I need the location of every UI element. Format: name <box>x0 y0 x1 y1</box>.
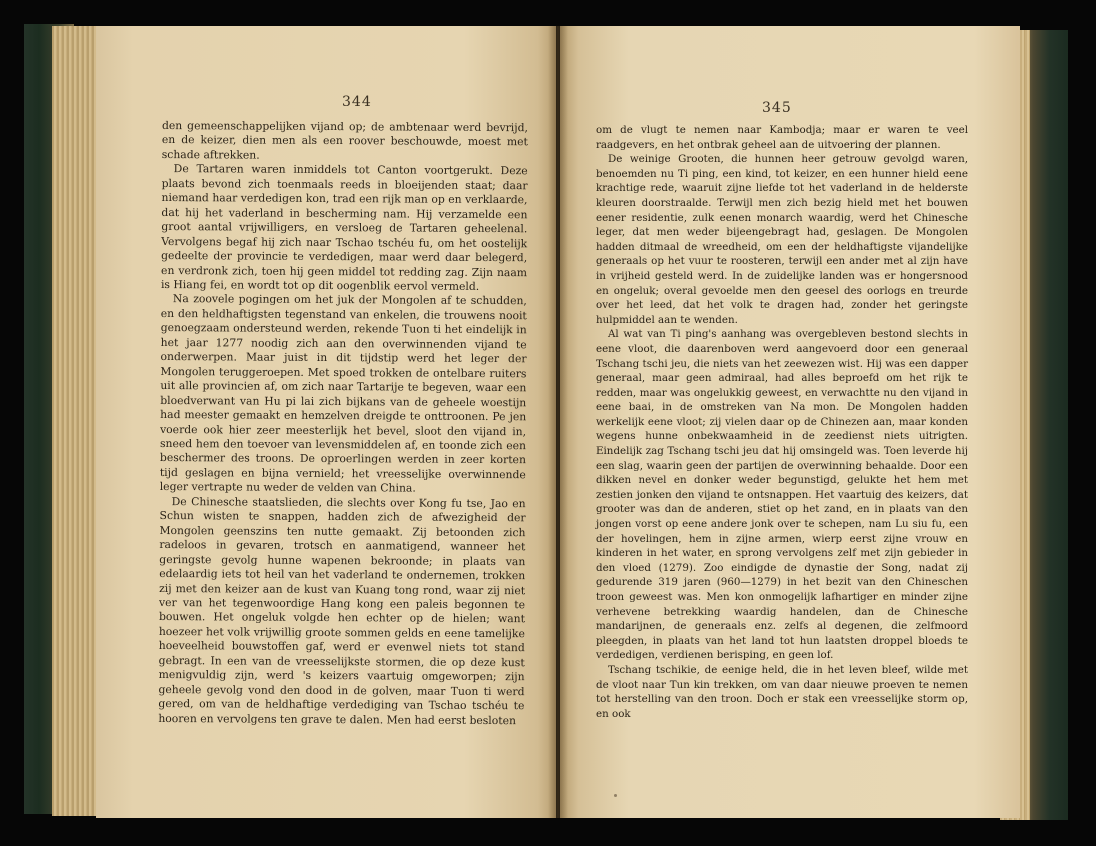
paragraph: Na zoovele pogingen om het juk der Mongolen af te schudden, en den heldhaftigsten tegenstand van enkelen, die trouwens nooit genoegzaam ondersteund werden, rekende Tuon ti het eindelijk in het jaar 1277 noodig zich aan den overwinnenden vijand te onderwerpen. Maar juist in dit tijdstip werd het leger der Mongolen teruggeroepen. Met spoed trokken de ontelbare ruiters uit alle provincien af, om zich naar Tartarije te begeven, waar een bloedverwant van Hu pi lai zich bijkans van de geheele woestijn had meester gemaakt en hemzelven dreigde te onttroonen. Pe jen voerde ook hier zeer meesterlijk het bevel, sloot den vijand in, sneed hem den toevoer van levensmiddelen af, en toonde zich een beschermer des troons. De oproerlingen werden in zeer korten tijd geslagen en bijna vernield; het vreesselijke overwinnende leger vertrapte nu weder de velden van China. <box>159 292 527 495</box>
page-number: 345 <box>762 100 792 116</box>
paragraph: den gemeenschappelijken vijand op; de ambtenaar werd bevrijd, en de keizer, dien men als een roover beschouwde, moest met schade aftrekken. <box>161 119 528 162</box>
left-page <box>96 26 556 818</box>
paragraph: De Tartaren waren inmiddels tot Canton voortgerukt. Deze plaats bevond zich toenmaals reeds in bloeijenden staat; daar niemand haar verdedigen kon, trad een rijk man op en verklaarde, dat hij het vaderland in bescherming nam. Hij verzamelde een groot aantal vrijwilligers, en versloeg de Tartaren geheelenal. Vervolgens begaf hij zich naar Tschao tschéu fu, om het oostelijk gedeelte der provincie te verdedigen, maar werd daar belegerd, en verdronk zich, toen hij geen middel tot redding zag. Zijn naam is Hiang fei, en wordt tot op dit oogenblik eervol vermeld. <box>160 162 528 293</box>
paragraph: De Chinesche staatslieden, die slechts over Kong fu tse, Jao en Schun wisten te snappen, hadden zich de afwezigheid der Mongolen geenszins ten nutte gemaakt. Zij betoonden zich radeloos in gevaren, trotsch en aanmatigend, wanneer het geringste gevolg hunne wapenen bekroonde; in plaats van edelaardig iets tot heil van het vaderland te ondernemen, trokken zij met den keizer aan de kust van Kuang tong rond, waar zij niet ver van het tegenwoordige Hang kong een paleis begonnen te bouwen. Het ongeluk volgde hen echter op de hielen; want hoezeer het volk vrijwillig groote sommen gelds en eene tamelijke hoeveelheid bouwstoffen gaf, werd er evenwel niets tot stand gebragt. In een van de vreesselijkste stormen, die op deze kust menigvuldig zijn, werd 's keizers vaartuig omgeworpen; zijn geheele gevolg vond den dood in de golven, maar Tuon ti werd gered, om van de heldhaftige verdediging van Tschao tschéu te hooren en vervolgens ten grave te dalen. Men had eerst besloten <box>158 494 526 727</box>
paper-speck <box>614 794 617 797</box>
paragraph: Tschang tschikie, de eenige held, die in het leven bleef, wilde met de vloot naar Tun kin trekken, om van daar nieuwe proeven te nemen tot herstelling van den troon. Doch er stak een vreesselijke storm op, en ook <box>596 663 968 720</box>
paragraph: om de vlugt te nemen naar Kambodja; maar er waren te veel raadgevers, en het ontbrak geheel aan de uitvoering der plannen. <box>596 124 968 151</box>
book-gutter <box>548 26 568 818</box>
page-text <box>596 123 968 721</box>
paragraph: De weinige Grooten, die hunnen heer getrouw gevolgd waren, benoemden nu Ti ping, een kind, tot keizer, en een hunner hield eene krachtige rede, waaruit zijne liefde tot het vaderland in de helderste kleuren doorstraalde. Terwijl men zich bezig hield met het bouwen eener residentie, zulk eenen monarch waardig, werd het Chinesche leger, dat men weder bijeengebragt had, geslagen. De Mongolen hadden ditmaal de wreedheid, om een der heldhaftigste vijandelijke generaals op het vuur te roosteren, terwijl een ander met al zijn have in vrijheid gesteld werd. In de zuidelijke landen was er hongersnood en ongeluk; overal gevoelde men den geesel des oorlogs en treurde over het leed, dat het volk te dragen had, zonder het geringste hulpmiddel aan te wenden. <box>596 153 968 326</box>
page-number: 344 <box>342 94 372 110</box>
page-stack-left <box>52 26 98 816</box>
right-page <box>560 26 1020 818</box>
paragraph: Al wat van Ti ping's aanhang was overgebleven bestond slechts in eene vloot, die daarenboven werd aangevoerd door een generaal Tschang tschi jeu, die niets van het zeewezen wist. Hij was een dapper generaal, maar geen admiraal, had alles beproefd om het rijk te redden, maar was ongelukkig geweest, en verwachtte nu den vijand in eene baai, in de omstreken van Na mon. De Mongolen hadden werkelijk eene vloot; zij vielen daar op de Chinezen aan, maar konden wegens hunne onbekwaamheid in de zeedienst niets uitrigten. Eindelijk zag Tschang tschi jeu dat hij omsingeld was. Toen leverde hij een slag, waarin geen der partijen de overwinning behaalde. Door een dikken nevel en donker weder begunstigd, gelukte het hem met zestien jonken den vijand te ontsnappen. Het vaartuig des keizers, dat grooter was dan de anderen, stiet op het zand, en in plaats van den jongen vorst op eene andere jonk over te schepen, nam Lu siu fu, een der hovelingen, hem in zijne armen, wierp eerst zijne vrouw en kinderen in het water, en sprong vervolgens zelf met zijn gebieder in den vloed (1279). Zoo eindigde de dynastie der Song, nadat zij gedurende 319 jaren (960—1279) in het bezit van den Chineschen troon geweest was. Men kon onmogelijk lafhartiger en minder zijne verhevene betrekking waardig handelen, dan de Chinesche mandarijnen, de generaals enz. zelfs al degenen, die zelfmoord pleegden, in plaats van het land tot hun laatsten droppel bloeds te verdedigen, verdienen berisping, en geen lof. <box>596 328 968 662</box>
page-text <box>158 119 528 728</box>
